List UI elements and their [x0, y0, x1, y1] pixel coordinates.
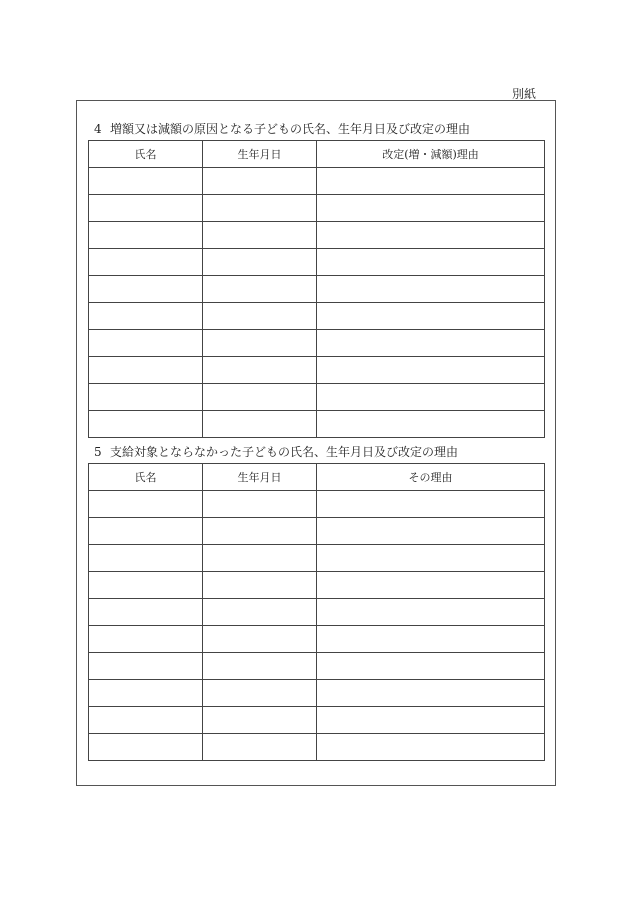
name-cell: [89, 545, 203, 572]
table-row: [89, 680, 545, 707]
table-row: [89, 411, 545, 438]
birthdate-cell: [203, 545, 317, 572]
name-cell: [89, 222, 203, 249]
birthdate-cell: [203, 276, 317, 303]
section-4-title-text: 増額又は減額の原因となる子どもの氏名、生年月日及び改定の理由: [110, 122, 471, 136]
table-row: [89, 518, 545, 545]
attachment-label: 別紙: [512, 87, 537, 101]
name-cell: [89, 599, 203, 626]
name-cell: [89, 411, 203, 438]
name-cell: [89, 249, 203, 276]
reason-cell: [317, 572, 545, 599]
birthdate-cell: [203, 734, 317, 761]
table-row: [89, 222, 545, 249]
birthdate-cell: [203, 168, 317, 195]
birthdate-cell: [203, 195, 317, 222]
name-cell: [89, 653, 203, 680]
birthdate-cell: [203, 680, 317, 707]
birthdate-cell: [203, 384, 317, 411]
birthdate-cell: [203, 572, 317, 599]
section-5-number: 5: [94, 445, 102, 459]
table-row: [89, 599, 545, 626]
reason-cell: [317, 411, 545, 438]
birthdate-cell: [203, 707, 317, 734]
table-header-row: [89, 141, 545, 168]
reason-cell: [317, 491, 545, 518]
table-row: [89, 491, 545, 518]
name-cell: [89, 384, 203, 411]
table-row: [89, 249, 545, 276]
name-cell: [89, 572, 203, 599]
section-5-body: [89, 491, 545, 761]
birthdate-cell: [203, 411, 317, 438]
birthdate-cell: [203, 222, 317, 249]
birthdate-cell: [203, 491, 317, 518]
reason-cell: [317, 626, 545, 653]
reason-cell: [317, 222, 545, 249]
reason-cell: [317, 249, 545, 276]
birthdate-cell: [203, 249, 317, 276]
header-reason: 改定(増・減額)理由: [317, 141, 545, 168]
reason-cell: [317, 303, 545, 330]
name-cell: [89, 330, 203, 357]
table-row: [89, 626, 545, 653]
table-row: [89, 734, 545, 761]
section-5-table: [88, 463, 545, 761]
reason-cell: [317, 357, 545, 384]
reason-cell: [317, 518, 545, 545]
reason-cell: [317, 195, 545, 222]
name-cell: [89, 707, 203, 734]
reason-cell: [317, 545, 545, 572]
header-birthdate: 生年月日: [203, 464, 317, 491]
reason-cell: [317, 168, 545, 195]
name-cell: [89, 626, 203, 653]
table-row: [89, 572, 545, 599]
table-row: [89, 276, 545, 303]
name-cell: [89, 276, 203, 303]
name-cell: [89, 303, 203, 330]
birthdate-cell: [203, 599, 317, 626]
reason-cell: [317, 653, 545, 680]
birthdate-cell: [203, 303, 317, 330]
header-name: 氏名: [89, 464, 203, 491]
section-4-title: [94, 120, 470, 137]
table-row: [89, 168, 545, 195]
reason-cell: [317, 330, 545, 357]
section-4-table: [88, 140, 545, 438]
reason-cell: [317, 707, 545, 734]
table-row: [89, 707, 545, 734]
section-4-body: [89, 168, 545, 438]
header-birthdate: 生年月日: [203, 141, 317, 168]
table-row: [89, 653, 545, 680]
name-cell: [89, 680, 203, 707]
birthdate-cell: [203, 330, 317, 357]
name-cell: [89, 734, 203, 761]
reason-cell: [317, 680, 545, 707]
section-4-number: 4: [94, 122, 102, 136]
table-row: [89, 545, 545, 572]
name-cell: [89, 491, 203, 518]
section-5-title-text: 支給対象とならなかった子どもの氏名、生年月日及び改定の理由: [110, 445, 459, 459]
table-row: [89, 303, 545, 330]
reason-cell: [317, 599, 545, 626]
birthdate-cell: [203, 626, 317, 653]
table-header-row: [89, 464, 545, 491]
section-5-title: [94, 443, 458, 460]
table-row: [89, 357, 545, 384]
birthdate-cell: [203, 518, 317, 545]
name-cell: [89, 518, 203, 545]
reason-cell: [317, 734, 545, 761]
header-reason: その理由: [317, 464, 545, 491]
table-row: [89, 330, 545, 357]
table-row: [89, 384, 545, 411]
name-cell: [89, 357, 203, 384]
birthdate-cell: [203, 653, 317, 680]
name-cell: [89, 195, 203, 222]
name-cell: [89, 168, 203, 195]
header-name: 氏名: [89, 141, 203, 168]
birthdate-cell: [203, 357, 317, 384]
reason-cell: [317, 276, 545, 303]
table-row: [89, 195, 545, 222]
reason-cell: [317, 384, 545, 411]
